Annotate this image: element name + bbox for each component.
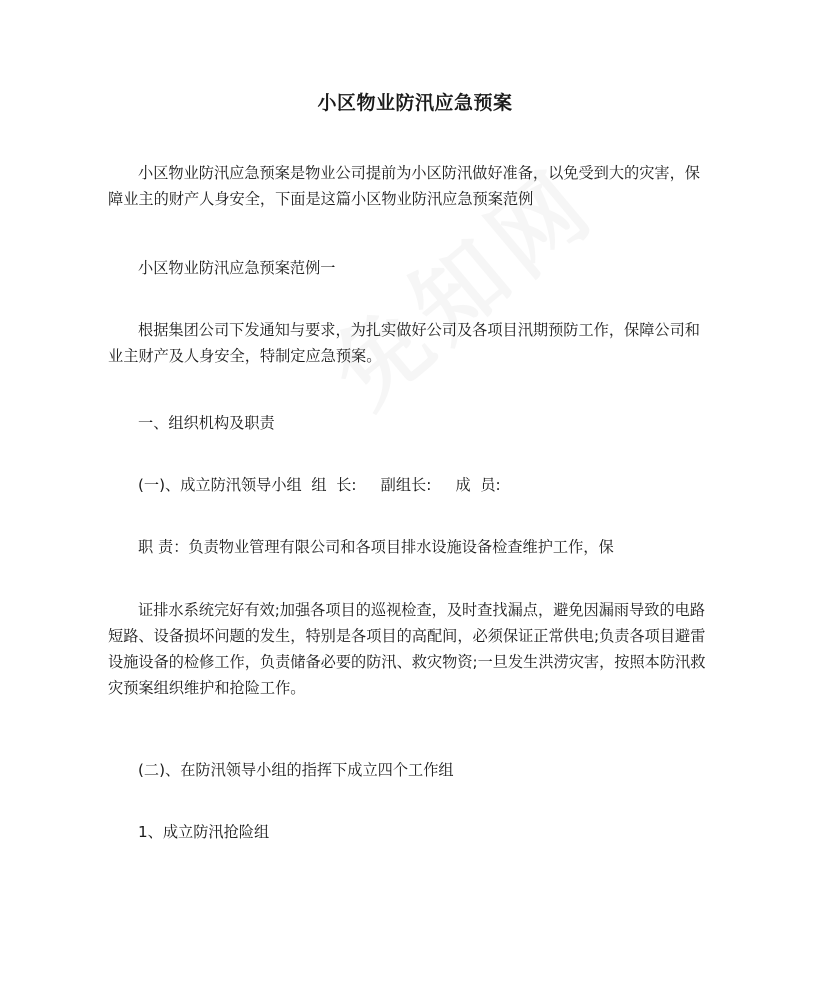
duty-detail-line: 短路、设备损坏问题的发生，特别是各项目的高配间，必须保证正常供电;负责各项目避雷 (108, 627, 706, 645)
section-heading-1: 一、组织机构及职责 (138, 414, 275, 432)
duty-detail-line: 灾预案组织维护和抢险工作。 (108, 679, 306, 697)
example-heading: 小区物业防汛应急预案范例一 (138, 259, 336, 277)
intro-paragraph (108, 160, 726, 212)
document-title: 小区物业防汛应急预案 (317, 92, 513, 114)
subsection-heading-1: (一)、成立防汛领导小组 组 长: 副组长: 成 员: (138, 476, 501, 494)
subsection-heading-2: (二)、在防汛领导小组的指挥下成立四个工作组 (138, 761, 454, 779)
purpose-line: 根据集团公司下发通知与要求，为扎实做好公司及各项目汛期预防工作，保障公司和 (138, 321, 700, 339)
purpose-paragraph (108, 317, 726, 369)
duty-detail-paragraph (108, 597, 726, 701)
item-heading-1: 1、成立防汛抢险组 (138, 823, 270, 841)
duty-detail-line: 证排水系统完好有效;加强各项目的巡视检查，及时查找漏点，避免因漏雨导致的电路 (138, 601, 706, 619)
purpose-line: 业主财产及人身安全，特制定应急预案。 (108, 347, 382, 365)
duty-line: 职 责：负责物业管理有限公司和各项目排水设施设备检查维护工作，保 (138, 538, 614, 556)
intro-line: 障业主的财产人身安全，下面是这篇小区物业防汛应急预案范例 (108, 190, 534, 208)
duty-detail-line: 设施设备的检修工作，负责储备必要的防汛、救灾物资;一旦发生洪涝灾害，按照本防汛救 (108, 653, 706, 671)
intro-line: 小区物业防汛应急预案是物业公司提前为小区防汛做好准备，以免受到大的灾害，保 (138, 164, 700, 182)
